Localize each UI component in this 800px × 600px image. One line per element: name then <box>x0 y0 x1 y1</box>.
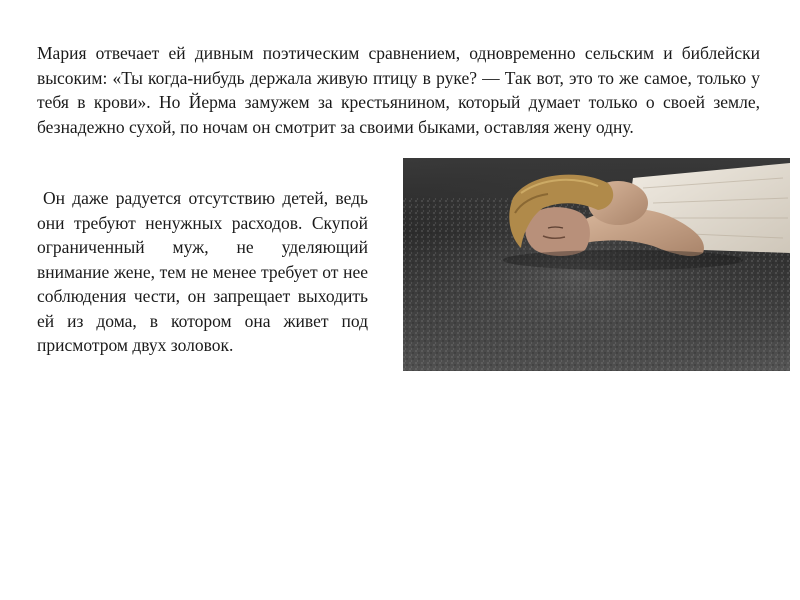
woman-on-ground-photo <box>403 158 790 371</box>
paragraph-2: Он даже радуется отсутствию детей, ведь они требуют ненужных расходов. Скупой ограниченный муж, не уделяющий внимание жене, тем не менее требует от нее соблюдения чести, он запрещает выходить ей из дома, в котором она живет под присмотром двух золовок. <box>37 188 368 355</box>
paragraph-1: Мария отвечает ей дивным поэтическим сравнением, одновременно сельским и библейски высоким: «Ты когда-нибудь держала живую птицу в руке? — Так вот, это то же самое, только у тебя в крови». Но Йерма замужем за крестьянином, который думает только о своей земле, безнадежно сухой, по ночам он смотрит за своими быками, оставляя жену одну. <box>37 43 760 137</box>
